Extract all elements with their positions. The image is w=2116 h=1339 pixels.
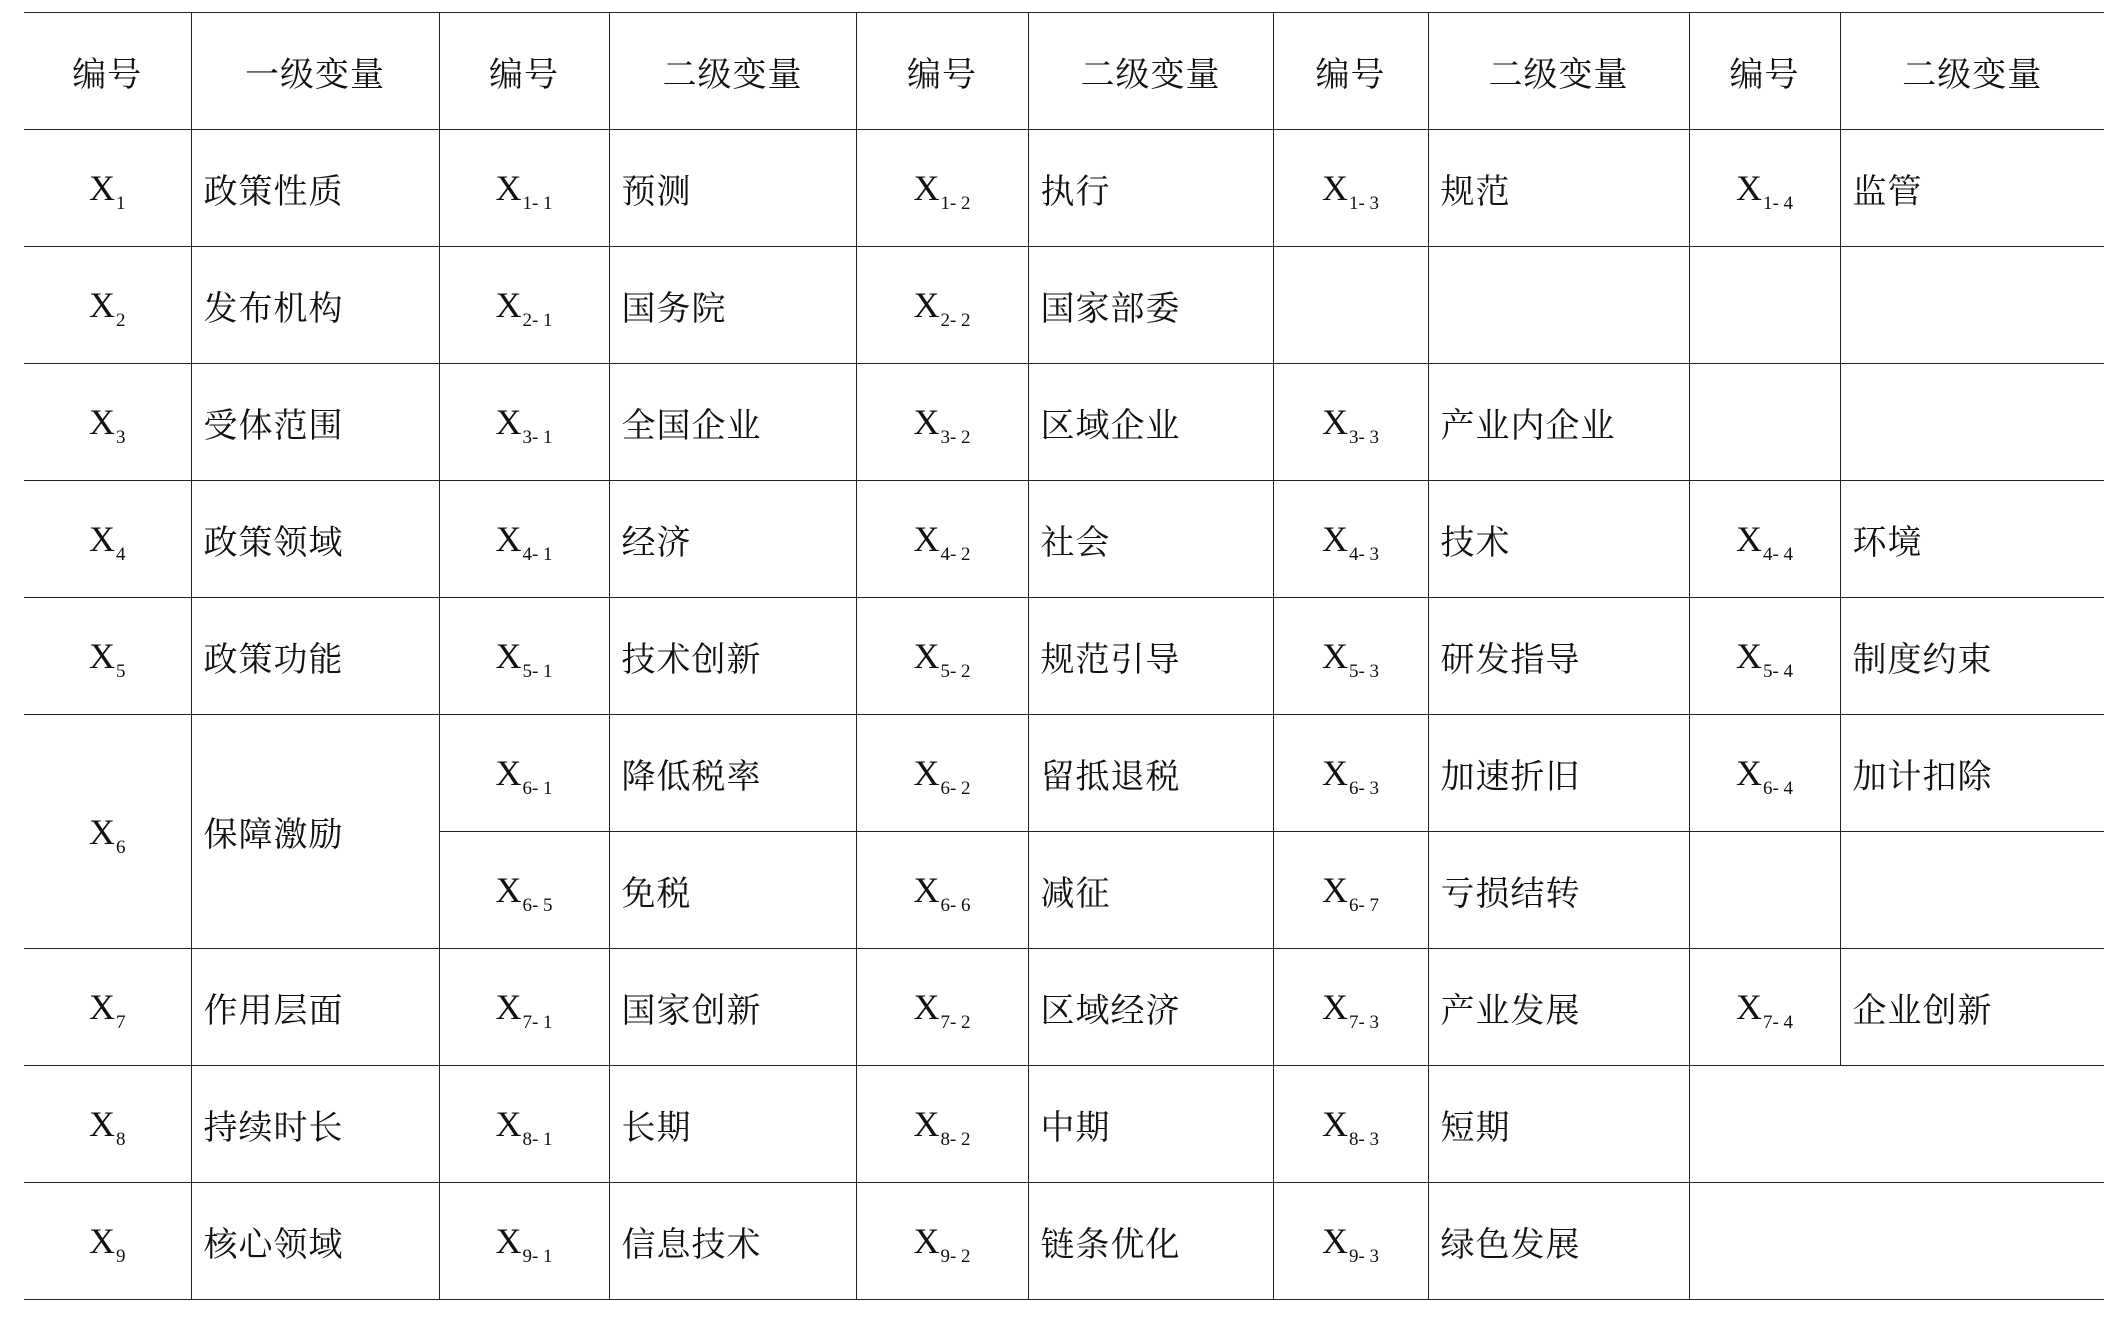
secondary-variable-cell: 免税 [609,832,856,949]
secondary-code-cell: $X_{1- 3}$ [1273,130,1428,247]
empty-cell [1689,1066,2104,1183]
primary-code-cell: $X_8$ [24,1066,191,1183]
primary-variable-cell: 核心领域 [191,1183,439,1300]
table-row [24,715,2104,832]
secondary-variable-cell: 减征 [1028,832,1273,949]
empty-cell [1689,247,1840,364]
secondary-variable-cell: 环境 [1840,481,2104,598]
secondary-code-cell: $X_{5- 2}$ [856,598,1028,715]
secondary-code-cell: $X_{7- 3}$ [1273,949,1428,1066]
secondary-code-cell: $X_{7- 4}$ [1689,949,1840,1066]
header-cell: 编号 [24,13,191,130]
primary-code-cell: $X_3$ [24,364,191,481]
secondary-variable-cell: 降低税率 [609,715,856,832]
secondary-variable-cell: 绿色发展 [1428,1183,1689,1300]
table-row [24,130,2104,247]
secondary-code-cell: $X_{8- 1}$ [439,1066,609,1183]
secondary-variable-cell: 产业发展 [1428,949,1689,1066]
secondary-code-cell: $X_{6- 6}$ [856,832,1028,949]
secondary-code-cell: $X_{9- 1}$ [439,1183,609,1300]
secondary-variable-cell: 预测 [609,130,856,247]
primary-variable-cell: 发布机构 [191,247,439,364]
empty-cell [1840,247,2104,364]
header-cell: 一级变量 [191,13,439,130]
secondary-code-cell: $X_{4- 3}$ [1273,481,1428,598]
secondary-variable-cell: 监管 [1840,130,2104,247]
table-row [24,598,2104,715]
header-cell: 编号 [439,13,609,130]
secondary-code-cell: $X_{6- 5}$ [439,832,609,949]
secondary-variable-cell: 执行 [1028,130,1273,247]
header-cell: 编号 [856,13,1028,130]
table-row [24,949,2104,1066]
secondary-variable-cell: 规范引导 [1028,598,1273,715]
secondary-code-cell: $X_{8- 3}$ [1273,1066,1428,1183]
secondary-code-cell: $X_{2- 1}$ [439,247,609,364]
primary-variable-cell: 政策领域 [191,481,439,598]
secondary-code-cell: $X_{5- 1}$ [439,598,609,715]
secondary-code-cell: $X_{6- 2}$ [856,715,1028,832]
primary-variable-cell: 作用层面 [191,949,439,1066]
secondary-variable-cell: 长期 [609,1066,856,1183]
secondary-variable-cell: 区域经济 [1028,949,1273,1066]
secondary-variable-cell: 中期 [1028,1066,1273,1183]
table-row [24,364,2104,481]
secondary-variable-cell: 信息技术 [609,1183,856,1300]
primary-code-cell: $X_9$ [24,1183,191,1300]
primary-code-cell: $X_6$ [24,715,191,949]
secondary-variable-cell: 国家部委 [1028,247,1273,364]
secondary-variable-cell: 国务院 [609,247,856,364]
secondary-variable-cell: 亏损结转 [1428,832,1689,949]
primary-code-cell: $X_4$ [24,481,191,598]
secondary-code-cell: $X_{5- 4}$ [1689,598,1840,715]
secondary-variable-cell: 技术 [1428,481,1689,598]
empty-cell [1273,247,1428,364]
secondary-code-cell: $X_{1- 2}$ [856,130,1028,247]
secondary-variable-cell: 研发指导 [1428,598,1689,715]
secondary-code-cell: $X_{7- 1}$ [439,949,609,1066]
secondary-variable-cell: 短期 [1428,1066,1689,1183]
empty-cell [1428,247,1689,364]
primary-code-cell: $X_2$ [24,247,191,364]
secondary-variable-cell: 全国企业 [609,364,856,481]
header-cell: 编号 [1273,13,1428,130]
secondary-variable-cell: 规范 [1428,130,1689,247]
secondary-code-cell: $X_{6- 1}$ [439,715,609,832]
secondary-variable-cell: 产业内企业 [1428,364,1689,481]
secondary-code-cell: $X_{4- 4}$ [1689,481,1840,598]
secondary-variable-cell: 链条优化 [1028,1183,1273,1300]
primary-variable-cell: 保障激励 [191,715,439,949]
table-row [24,481,2104,598]
secondary-code-cell: $X_{3- 1}$ [439,364,609,481]
secondary-variable-cell: 加计扣除 [1840,715,2104,832]
secondary-variable-cell: 经济 [609,481,856,598]
secondary-code-cell: $X_{6- 3}$ [1273,715,1428,832]
secondary-code-cell: $X_{6- 4}$ [1689,715,1840,832]
header-cell: 二级变量 [1840,13,2104,130]
header-cell: 二级变量 [1028,13,1273,130]
empty-cell [1840,364,2104,481]
primary-code-cell: $X_1$ [24,130,191,247]
primary-variable-cell: 政策功能 [191,598,439,715]
secondary-code-cell: $X_{9- 2}$ [856,1183,1028,1300]
empty-cell [1689,1183,2104,1300]
secondary-variable-cell: 技术创新 [609,598,856,715]
table-row [24,1183,2104,1300]
secondary-code-cell: $X_{1- 4}$ [1689,130,1840,247]
secondary-variable-cell: 社会 [1028,481,1273,598]
secondary-code-cell: $X_{6- 7}$ [1273,832,1428,949]
empty-cell [1689,364,1840,481]
table-row [24,247,2104,364]
secondary-code-cell: $X_{7- 2}$ [856,949,1028,1066]
secondary-variable-cell: 加速折旧 [1428,715,1689,832]
secondary-code-cell: $X_{8- 2}$ [856,1066,1028,1183]
primary-code-cell: $X_5$ [24,598,191,715]
empty-cell [1689,832,1840,949]
secondary-variable-cell: 制度约束 [1840,598,2104,715]
header-cell: 二级变量 [609,13,856,130]
secondary-code-cell: $X_{2- 2}$ [856,247,1028,364]
secondary-variable-cell: 区域企业 [1028,364,1273,481]
secondary-code-cell: $X_{3- 3}$ [1273,364,1428,481]
secondary-code-cell: $X_{9- 3}$ [1273,1183,1428,1300]
secondary-code-cell: $X_{5- 3}$ [1273,598,1428,715]
primary-code-cell: $X_7$ [24,949,191,1066]
secondary-code-cell: $X_{4- 1}$ [439,481,609,598]
primary-variable-cell: 受体范围 [191,364,439,481]
secondary-variable-cell: 留抵退税 [1028,715,1273,832]
secondary-code-cell: $X_{4- 2}$ [856,481,1028,598]
variables-table [24,12,2104,1300]
header-cell: 二级变量 [1428,13,1689,130]
secondary-code-cell: $X_{1- 1}$ [439,130,609,247]
primary-variable-cell: 持续时长 [191,1066,439,1183]
secondary-variable-cell: 国家创新 [609,949,856,1066]
secondary-code-cell: $X_{3- 2}$ [856,364,1028,481]
header-row [24,13,2104,130]
secondary-variable-cell: 企业创新 [1840,949,2104,1066]
empty-cell [1840,832,2104,949]
table-row [24,1066,2104,1183]
primary-variable-cell: 政策性质 [191,130,439,247]
header-cell: 编号 [1689,13,1840,130]
